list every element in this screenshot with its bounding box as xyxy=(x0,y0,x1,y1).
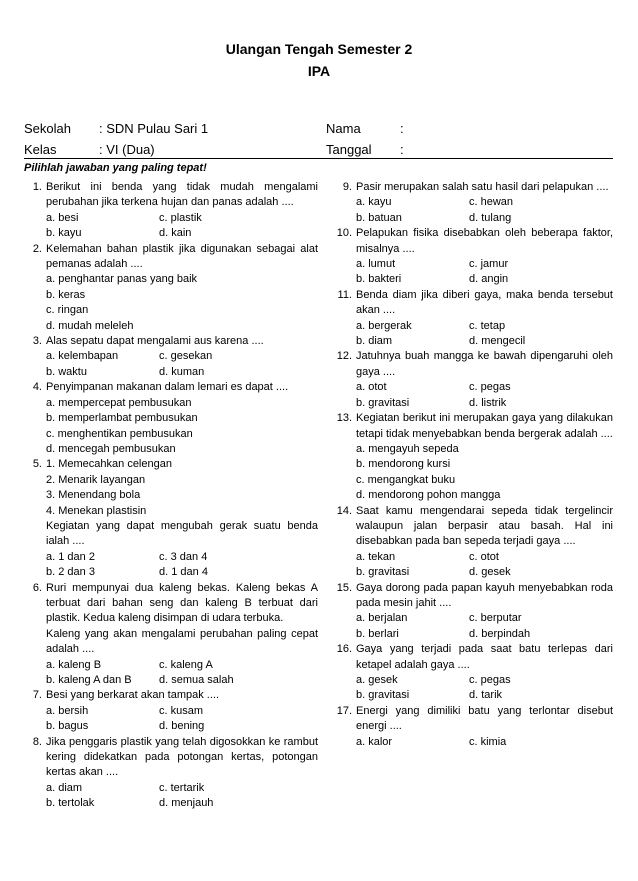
answer-option: c. tertarik xyxy=(159,781,205,794)
statement-line: 4. Menekan plastisin xyxy=(46,504,147,517)
answer-option: c. mengangkat buku xyxy=(356,473,456,486)
question-number: 12. xyxy=(336,350,352,363)
question-number: 3. xyxy=(32,335,42,348)
answer-option: c. gesekan xyxy=(159,350,213,363)
questions-left-column xyxy=(24,180,318,812)
answer-option: c. jamur xyxy=(469,258,509,271)
question-stem: Kegiatan berikut ini merupakan gaya yang dilakukan tetapi tidak menyebabkan benda bergerak adalah .... xyxy=(356,412,613,440)
answer-option: d. tarik xyxy=(469,689,503,702)
answer-options xyxy=(46,349,318,380)
answer-option: a. besi xyxy=(46,211,79,224)
answer-option: a. lumut xyxy=(356,258,396,271)
answer-options xyxy=(46,550,318,581)
answer-option: d. bening xyxy=(159,720,205,733)
answer-option: a. kelembapan xyxy=(46,350,119,363)
statement-line: 3. Menendang bola xyxy=(46,489,141,502)
answer-option: c. pegas xyxy=(469,381,511,394)
answer-option: c. kimia xyxy=(469,735,507,748)
question-item xyxy=(24,457,318,580)
answer-option: d. semua salah xyxy=(159,674,234,686)
question-item xyxy=(334,642,613,704)
answer-options xyxy=(356,442,613,504)
answer-option: d. listrik xyxy=(469,396,507,409)
answer-options xyxy=(356,735,613,750)
answer-option: b. berlari xyxy=(356,627,399,640)
nama-label: Nama xyxy=(326,121,361,136)
question-number: 8. xyxy=(32,735,42,748)
answer-options xyxy=(356,380,613,411)
question-stem: Pelapukan fisika disebabkan oleh beberapa faktor, misalnya .... xyxy=(356,227,613,255)
question-item xyxy=(24,334,318,380)
tanggal-value: : xyxy=(400,142,404,157)
answer-options xyxy=(356,319,613,350)
page-title: Ulangan Tengah Semester 2 xyxy=(225,41,413,57)
answer-options xyxy=(356,257,613,288)
answer-options xyxy=(46,211,318,242)
answer-option: c. ringan xyxy=(46,304,89,317)
question-stem: Penyimpanan makanan dalam lemari es dapat .... xyxy=(46,381,289,394)
answer-option: c. tetap xyxy=(469,319,506,332)
question-stem: Benda diam jika diberi gaya, maka benda tersebut akan .... xyxy=(356,288,613,317)
answer-option: a. kalor xyxy=(356,735,393,748)
answer-option: b. kaleng A dan B xyxy=(46,674,132,686)
answer-option: a. bersih xyxy=(46,704,89,717)
answer-option: a. 1 dan 2 xyxy=(46,550,95,563)
question-stem: Gaya yang terjadi pada saat batu terlepas dari ketapel adalah gaya .... xyxy=(356,643,613,671)
statement-line: 2. Menarik layangan xyxy=(46,473,146,486)
question-item xyxy=(24,242,318,334)
sekolah-label: Sekolah xyxy=(24,121,71,136)
question-number: 1. xyxy=(32,181,42,193)
question-number: 9. xyxy=(342,181,352,193)
answer-option: d. kain xyxy=(159,227,192,240)
answer-option: d. berpindah xyxy=(469,627,531,640)
question-item xyxy=(24,688,318,734)
answer-option: a. kayu xyxy=(356,196,392,209)
answer-option: c. otot xyxy=(469,550,499,563)
question-number: 4. xyxy=(32,381,42,394)
answer-option: a. mempercepat pembusukan xyxy=(46,396,192,409)
question-number: 15. xyxy=(336,581,352,594)
kelas-value: : VI (Dua) xyxy=(99,142,155,157)
answer-option: b. gravitasi xyxy=(356,689,410,702)
answer-option: a. kaleng B xyxy=(46,658,102,671)
question-stem: Kelemahan bahan plastik jika digunakan sebagai alat pemanas adalah .... xyxy=(46,242,318,271)
answer-option: c. pegas xyxy=(469,674,511,686)
answer-option: a. otot xyxy=(356,381,387,394)
question-number: 13. xyxy=(336,412,352,425)
answer-option: d. angin xyxy=(469,273,509,286)
answer-option: d. 1 dan 4 xyxy=(159,566,208,579)
answer-options xyxy=(46,658,318,689)
answer-options xyxy=(356,611,613,642)
question-number: 2. xyxy=(32,242,42,255)
answer-option: b. bagus xyxy=(46,720,89,733)
answer-option: c. hewan xyxy=(469,196,514,209)
answer-options xyxy=(46,704,318,735)
question-stem: Berikut ini benda yang tidak mudah mengalami perubahan jika terkena hujan dan panas adalah .... xyxy=(46,181,318,209)
answer-option: b. keras xyxy=(46,288,86,301)
answer-option: b. mendorong kursi xyxy=(356,458,451,471)
instruction: Pilihlah jawaban yang paling tepat! xyxy=(24,162,207,174)
question-stem: Gaya dorong pada papan kayuh menyebabkan roda pada mesin jahit .... xyxy=(356,581,613,609)
answer-option: d. mengecil xyxy=(469,335,526,348)
answer-option: d. mencegah pembusukan xyxy=(46,442,176,455)
answer-option: d. mendorong pohon mangga xyxy=(356,489,501,502)
question-item xyxy=(334,504,613,581)
question-item xyxy=(24,380,318,457)
question-stem: Saat kamu mengendarai sepeda tidak tergelincir walaupun jalan berpasir atau basah. Hal ini disebabkan pada ban sepeda terjadi gaya .... xyxy=(356,504,613,548)
answer-option: a. penghantar panas yang baik xyxy=(46,273,198,286)
answer-option: b. bakteri xyxy=(356,273,402,286)
question-stem: Besi yang berkarat akan tampak .... xyxy=(46,689,220,702)
question-number: 6. xyxy=(32,581,42,594)
answer-option: b. gravitasi xyxy=(356,396,410,409)
answer-options xyxy=(356,195,613,226)
answer-options xyxy=(46,272,318,334)
questions-right-column xyxy=(334,180,613,750)
question-stem: Energi yang dimiliki batu yang terlontar disebut energi .... xyxy=(356,704,613,733)
question-item xyxy=(334,180,613,226)
answer-option: d. mudah meleleh xyxy=(46,319,134,332)
question-number: 7. xyxy=(32,689,42,702)
kelas-label: Kelas xyxy=(24,142,57,157)
question-number: 11. xyxy=(337,288,352,301)
question-stem: Jika penggaris plastik yang telah digosokkan ke rambut kering didekatkan pada potongan kertas, potongan kertas akan .... xyxy=(46,735,318,779)
answer-option: c. 3 dan 4 xyxy=(159,550,208,563)
question-stem: Ruri mempunyai dua kaleng bekas. Kaleng bekas A terbuat dari bahan seng dan kaleng B terbuat dari plastik. Kedua kaleng disimpan di udara terbuka. xyxy=(46,581,318,625)
answer-option: a. mengayuh sepeda xyxy=(356,442,459,455)
answer-option: c. menghentikan pembusukan xyxy=(46,427,193,440)
answer-option: b. diam xyxy=(356,335,393,348)
answer-option: a. gesek xyxy=(356,674,398,686)
answer-option: b. 2 dan 3 xyxy=(46,566,95,579)
question-item xyxy=(334,349,613,411)
answer-option: c. kusam xyxy=(159,704,204,717)
question-number: 14. xyxy=(336,504,352,517)
answer-option: a. diam xyxy=(46,781,83,794)
question-number: 17. xyxy=(336,704,352,717)
question-item xyxy=(334,226,613,288)
answer-option: b. gravitasi xyxy=(356,566,410,579)
question-item xyxy=(334,581,613,643)
answer-options xyxy=(46,396,318,458)
question-number: 16. xyxy=(336,643,352,656)
answer-option: d. gesek xyxy=(469,566,511,579)
question-number: 10. xyxy=(336,227,352,240)
answer-options xyxy=(356,550,613,581)
question-item xyxy=(334,704,613,750)
question-stem-continued: Kegiatan yang dapat mengubah gerak suatu benda ialah .... xyxy=(46,519,318,548)
question-item xyxy=(334,411,613,503)
answer-option: b. tertolak xyxy=(46,797,95,810)
question-item xyxy=(24,581,318,689)
answer-options xyxy=(46,781,318,812)
answer-option: c. berputar xyxy=(469,612,522,625)
question-stem: Jatuhnya buah mangga ke bawah dipengaruhi oleh gaya .... xyxy=(356,350,613,378)
answer-option: b. kayu xyxy=(46,227,82,240)
question-item xyxy=(334,288,613,350)
sekolah-value: : SDN Pulau Sari 1 xyxy=(99,121,209,136)
subject-title: IPA xyxy=(307,63,331,79)
header-divider xyxy=(24,158,613,159)
answer-option: a. berjalan xyxy=(356,612,408,625)
answer-option: c. kaleng A xyxy=(159,658,213,671)
answer-option: b. waktu xyxy=(46,365,87,378)
nama-value: : xyxy=(400,121,404,136)
answer-option: a. bergerak xyxy=(356,319,412,332)
answer-option: c. plastik xyxy=(159,211,202,224)
answer-option: d. kuman xyxy=(159,365,205,378)
question-item xyxy=(24,735,318,812)
answer-option: d. menjauh xyxy=(159,797,214,810)
answer-option: d. tulang xyxy=(469,211,512,224)
question-stem: Pasir merupakan salah satu hasil dari pelapukan .... xyxy=(356,181,609,193)
answer-options xyxy=(356,673,613,704)
answer-option: b. batuan xyxy=(356,211,402,224)
tanggal-label: Tanggal xyxy=(326,142,372,157)
question-item xyxy=(24,180,318,242)
answer-option: b. memperlambat pembusukan xyxy=(46,412,198,425)
question-stem-continued: Kaleng yang akan mengalami perubahan paling cepat adalah .... xyxy=(46,627,318,656)
answer-option: a. tekan xyxy=(356,550,396,563)
question-number: 5. xyxy=(32,458,42,471)
question-stem: Alas sepatu dapat mengalami aus karena .... xyxy=(46,335,264,348)
question-stem: 1. Memecahkan celengan xyxy=(46,458,172,471)
